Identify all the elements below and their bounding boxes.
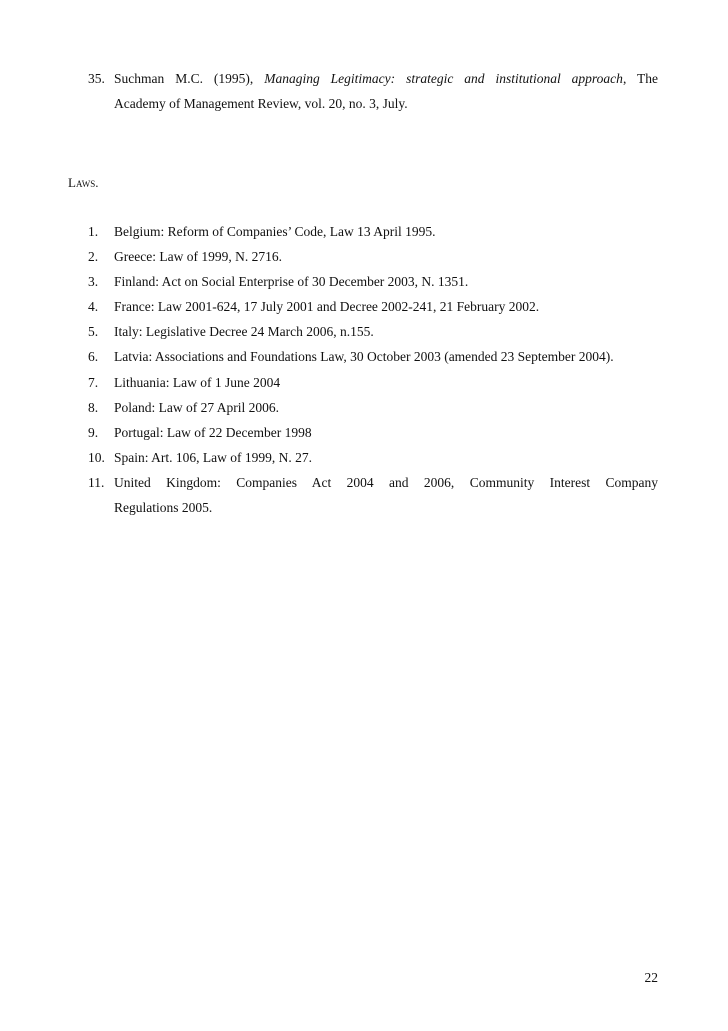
law-item: 10. Spain: Art. 106, Law of 1999, N. 27. — [88, 450, 312, 465]
law-item: 4. France: Law 2001-624, 17 July 2001 and Decree 2002-241, 21 February 2002. — [88, 299, 540, 314]
reference-line-1: Suchman M.C. (1995), Managing Legitimacy: strategic and institutional approach, The — [114, 71, 659, 86]
laws-heading: Laws. — [68, 175, 99, 190]
page-number: 22 — [644, 970, 658, 985]
law-item: 9. Portugal: Law of 22 December 1998 — [88, 425, 312, 440]
law-item: 6. Latvia: Associations and Foundations Law, 30 October 2003 (amended 23 September 2004). — [88, 349, 614, 364]
law-item: 1. Belgium: Reform of Companies’ Code, Law 13 April 1995. — [88, 224, 436, 239]
law-item: 3. Finland: Act on Social Enterprise of 30 December 2003, N. 1351. — [88, 274, 469, 289]
law-item: 7. Lithuania: Law of 1 June 2004 — [88, 375, 281, 390]
reference-number: 35. — [88, 71, 105, 86]
law-text — [114, 474, 658, 524]
law-item: 5. Italy: Legislative Decree 24 March 2006, n.155. — [88, 324, 374, 339]
law-item: 2. Greece: Law of 1999, N. 2716. — [88, 249, 282, 264]
law-line-1: United Kingdom: Companies Act 2004 and 2006, Community Interest Company — [114, 475, 658, 490]
reference-line-2: Academy of Management Review, vol. 20, no. 3, July. — [114, 96, 408, 111]
law-line-2: Regulations 2005. — [114, 500, 213, 515]
law-item: 8. Poland: Law of 27 April 2006. — [88, 400, 279, 415]
reference-title: Managing Legitimacy: strategic and institutional approach — [264, 71, 623, 86]
reference-text — [114, 70, 658, 120]
law-number: 11. — [88, 475, 105, 490]
